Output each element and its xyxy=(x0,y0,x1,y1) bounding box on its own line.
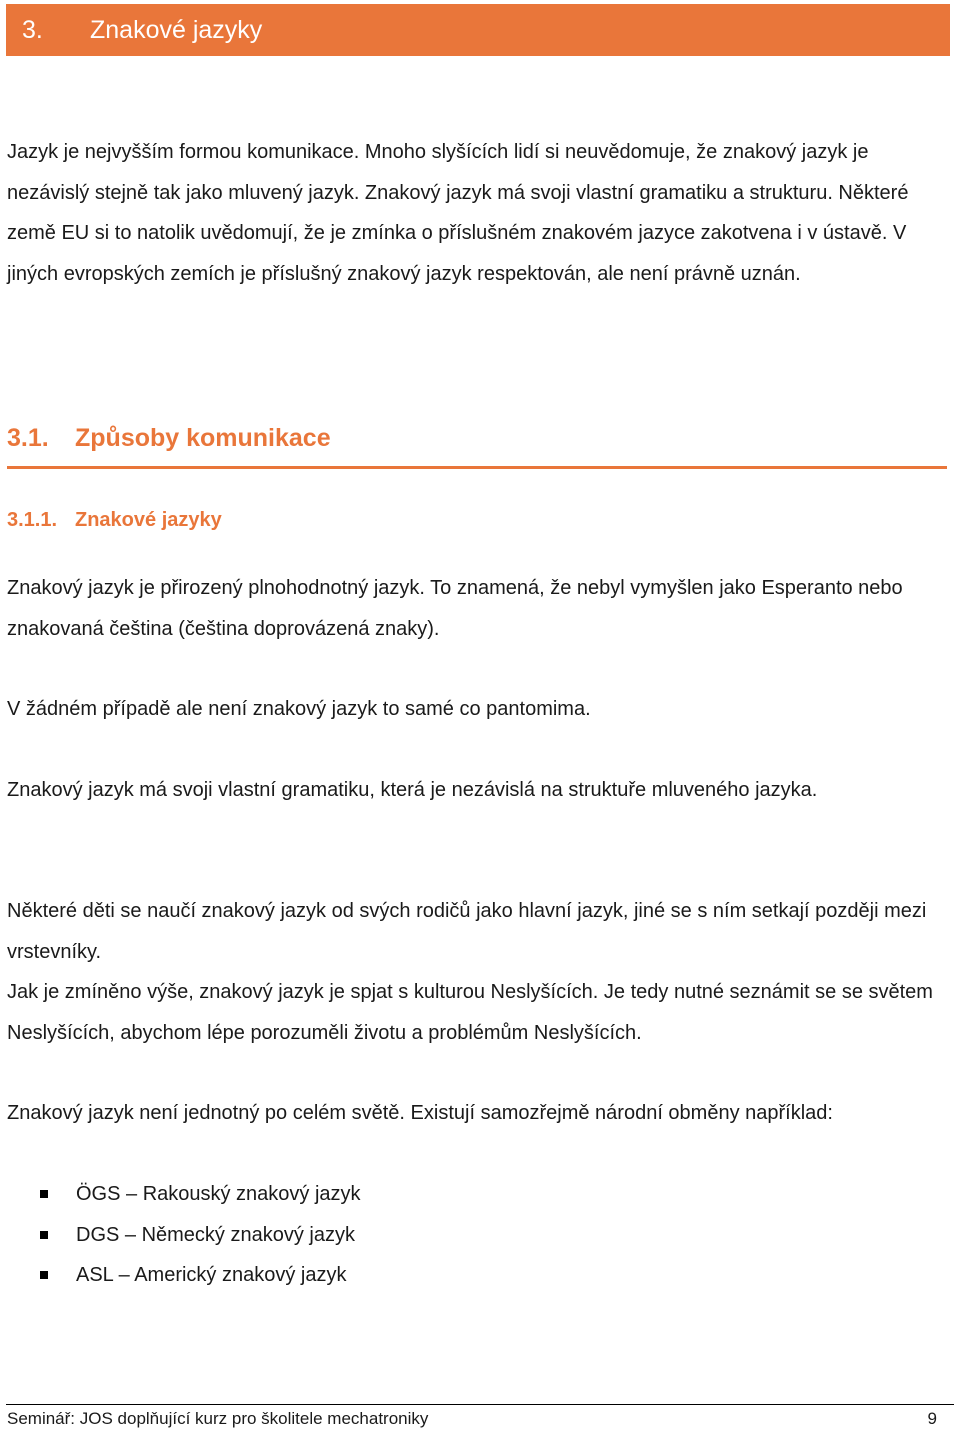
section-heading xyxy=(7,418,331,458)
paragraph-variants: Znakový jazyk není jednotný po celém světě. Existují samozřejmě národní obměny například: xyxy=(7,1102,833,1124)
footer-text: Seminář: JOS doplňující kurz pro školitele mechatroniky xyxy=(7,1409,429,1428)
paragraph-culture: Jak je zmíněno výše, znakový jazyk je spjat s kulturou Neslyšících. Je tedy nutné seznámit se se světem Neslyšících, abychom lépe porozuměli životu a problémům Neslyšících. xyxy=(7,981,933,1044)
list-item-text: DGS – Německý znakový jazyk xyxy=(76,1223,355,1246)
sign-language-list xyxy=(40,1174,361,1296)
paragraph-natural-language: Znakový jazyk je přirozený plnohodnotný jazyk. To znamená, že nebyl vymyšlen jako Esperanto nebo znakovaná čeština (čeština doprovázená znaky). xyxy=(7,577,903,640)
intro-paragraph: Jazyk je nejvyšším formou komunikace. Mnoho slyšících lidí si neuvědomuje, že znakový jazyk je nezávislý stejně tak jako mluvený jazyk. Znakový jazyk má svoji vlastní gramatiku a strukturu. Některé země EU si to natolik uvědomují, že je zmínka o příslušném znakovém jazyce zakotvena i v ústavě. V jiných evropských zemích je příslušný znakový jazyk respektován, ale není právně uznán. xyxy=(7,141,909,285)
chapter-title xyxy=(22,4,950,56)
subsection-title: Znakové jazyky xyxy=(75,509,222,531)
list-item xyxy=(40,1174,361,1215)
paragraph-grammar: Znakový jazyk má svoji vlastní gramatiku, která je nezávislá na struktuře mluveného jazyka. xyxy=(7,779,818,801)
list-item xyxy=(40,1255,361,1296)
chapter-number: 3. xyxy=(22,16,43,44)
subsection-number: 3.1.1. xyxy=(7,509,58,531)
chapter-title-text: Znakové jazyky xyxy=(90,16,263,44)
section-number: 3.1. xyxy=(7,424,49,452)
section-divider xyxy=(7,466,947,469)
footer-divider xyxy=(6,1404,954,1405)
list-item-text: ÖGS – Rakouský znakový jazyk xyxy=(76,1183,361,1205)
paragraph-children: Některé děti se naučí znakový jazyk od svých rodičů jako hlavní jazyk, jiné se s ním setkají později mezi vrstevníky. xyxy=(7,900,927,963)
page-number: 9 xyxy=(927,1409,937,1428)
square-bullet-icon xyxy=(40,1271,48,1279)
list-item-text: ASL – Americký znakový jazyk xyxy=(76,1264,347,1286)
square-bullet-icon xyxy=(40,1190,48,1198)
subsection-heading xyxy=(7,502,222,538)
paragraph-pantomime: V žádném případě ale není znakový jazyk to samé co pantomima. xyxy=(7,698,591,720)
square-bullet-icon xyxy=(40,1231,48,1239)
section-title: Způsoby komunikace xyxy=(75,424,331,452)
chapter-header-bar xyxy=(6,4,950,56)
list-item xyxy=(40,1215,361,1256)
